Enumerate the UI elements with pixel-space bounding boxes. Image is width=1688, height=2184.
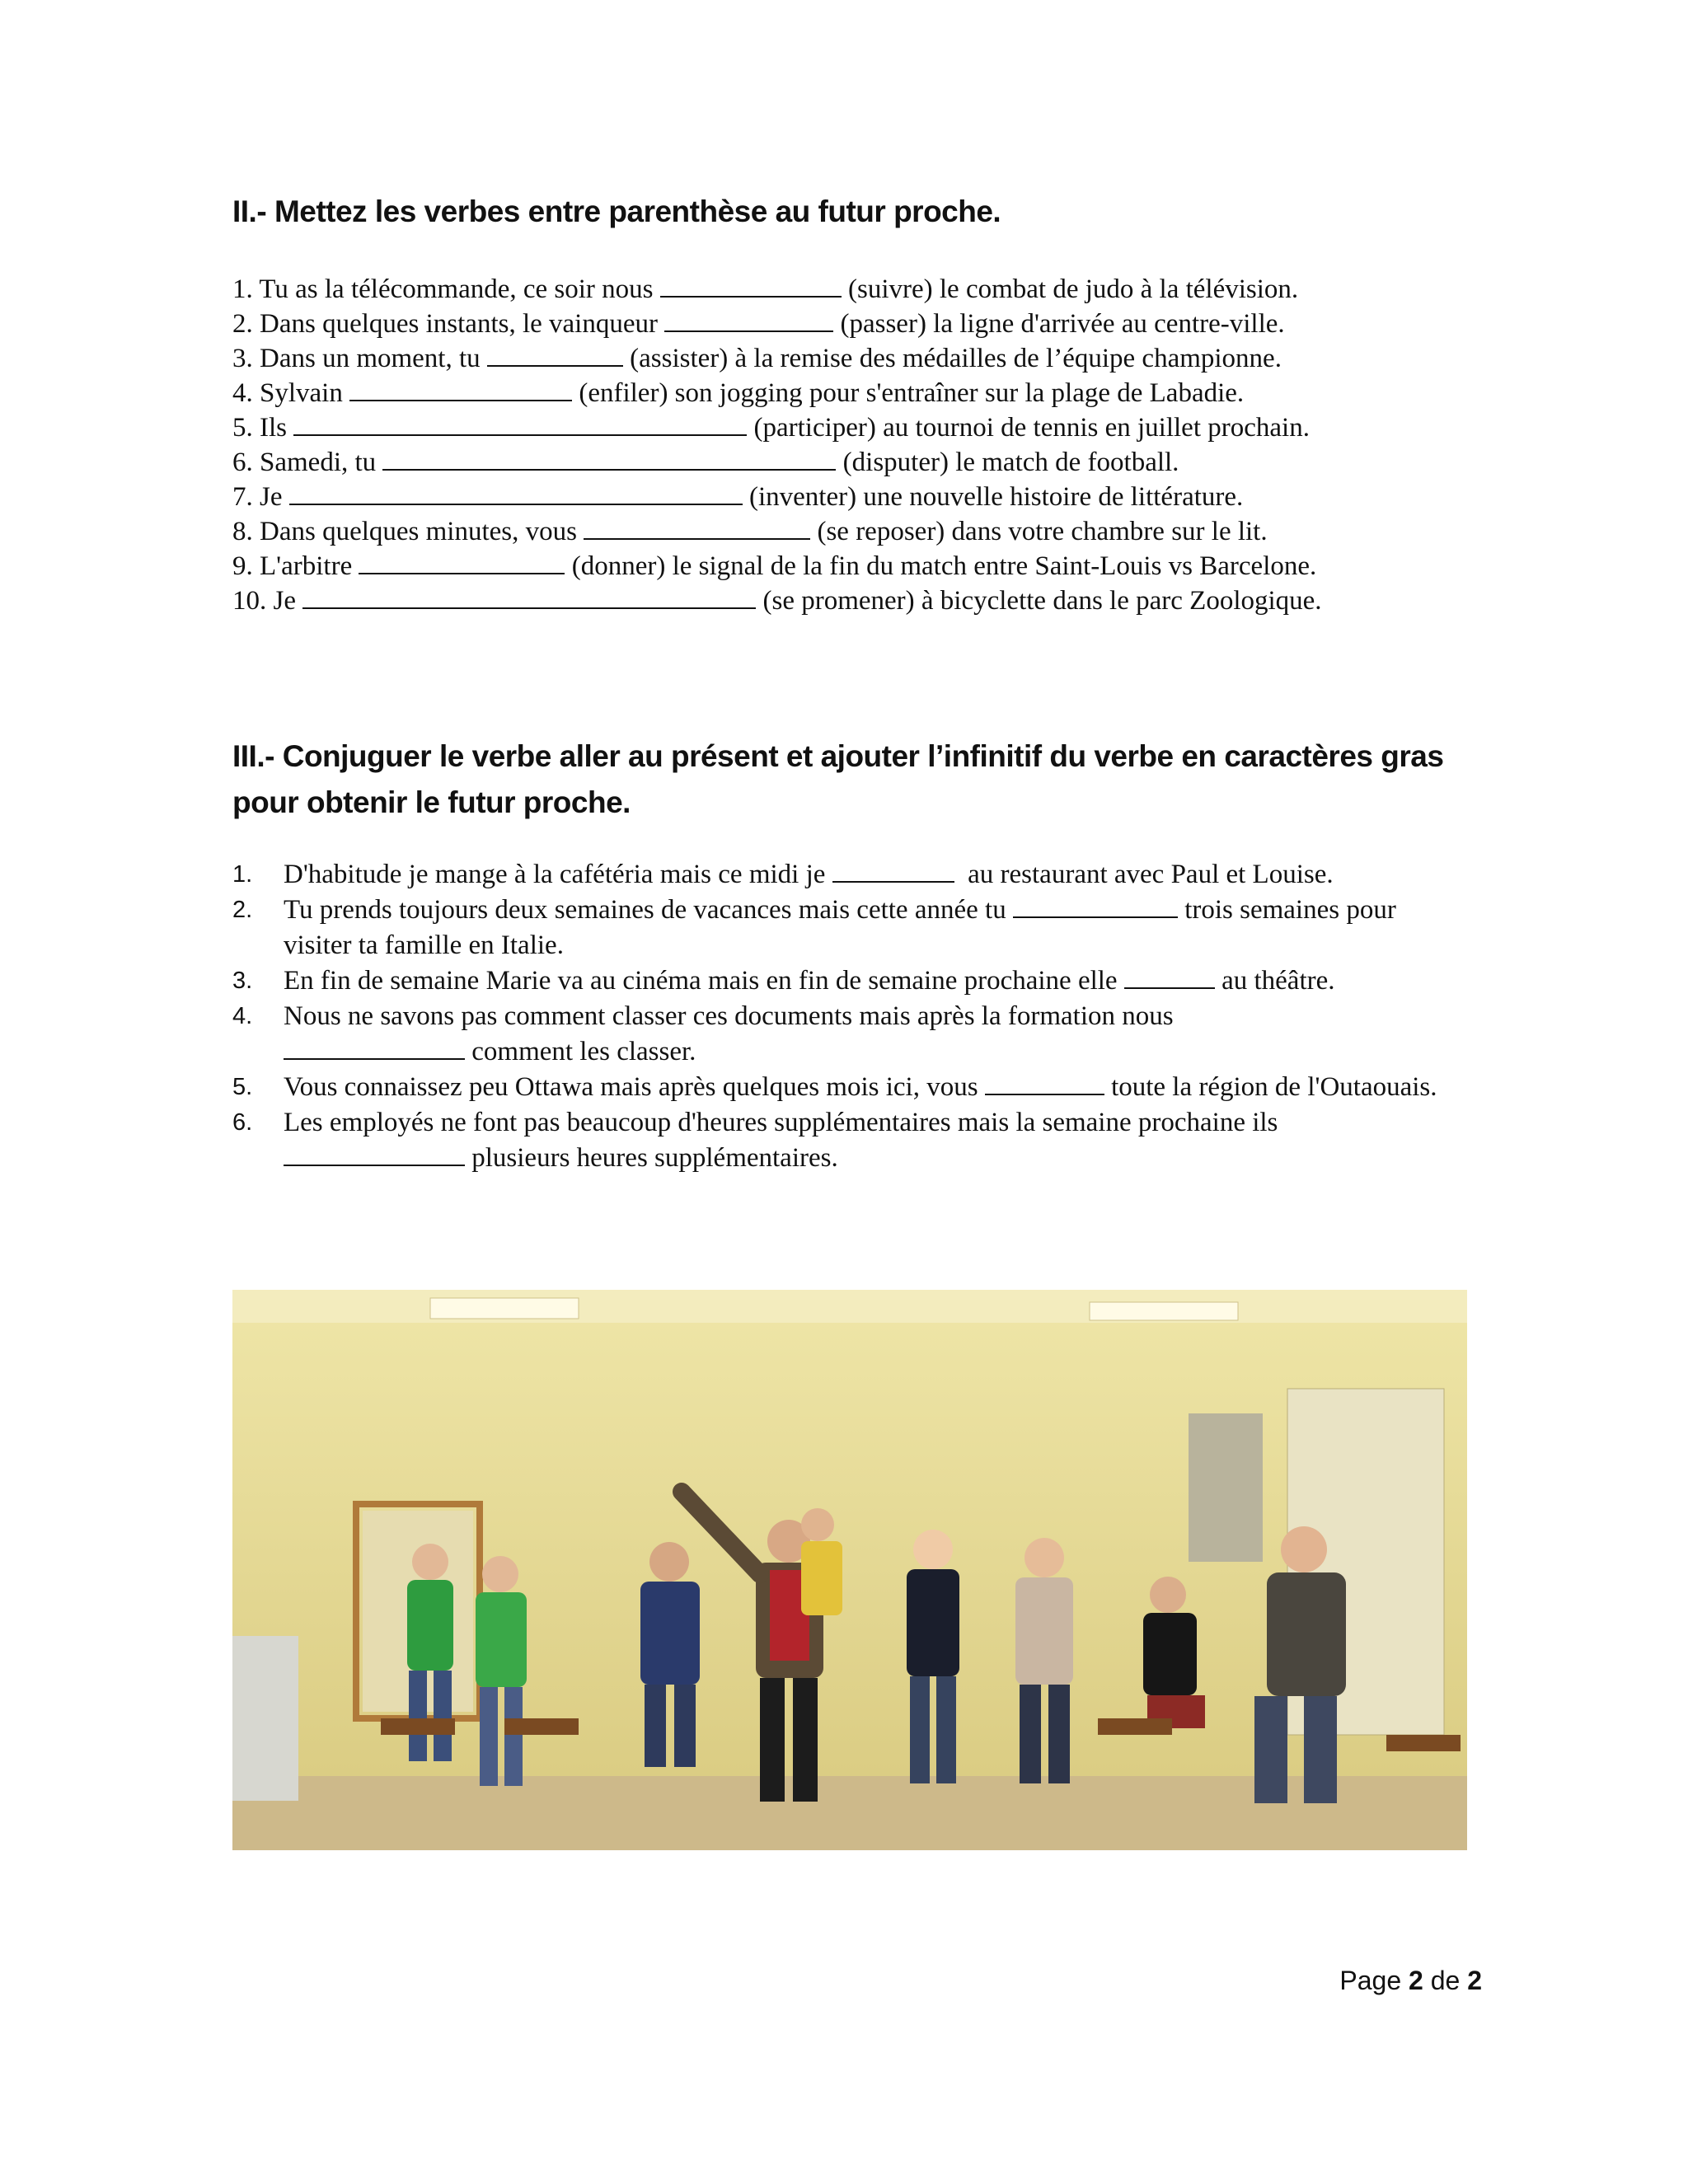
- answer-blank[interactable]: [487, 342, 623, 367]
- exercise-item: 2. Tu prends toujours deux semaines de vacances mais cette année tu trois semaines pour visiter ta famille en Italie.: [232, 895, 1396, 960]
- answer-blank[interactable]: [1124, 964, 1215, 989]
- answer-blank[interactable]: [349, 377, 572, 401]
- exercise-item: 5. Ils (participer) au tournoi de tennis en juillet prochain.: [232, 413, 1310, 443]
- answer-blank[interactable]: [584, 515, 810, 540]
- exercise-item: 2. Dans quelques instants, le vainqueur (passer) la ligne d'arrivée au centre-ville.: [232, 309, 1285, 339]
- answer-blank[interactable]: [289, 480, 743, 505]
- exercise-item: 3. Dans un moment, tu (assister) à la remise des médailles de l’équipe championne.: [232, 344, 1282, 373]
- exercise-item: 5. Vous connaissez peu Ottawa mais après quelques mois ici, vous toute la région de l'Outaouais.: [232, 1072, 1437, 1102]
- exercise-item: 4. Nous ne savons pas comment classer ces documents mais après la formation nous comment les classer.: [232, 1001, 1174, 1066]
- section-2-list: [232, 272, 1518, 618]
- group-photo-illustration: [232, 1290, 1467, 1850]
- answer-blank[interactable]: [359, 550, 565, 574]
- answer-blank[interactable]: [284, 1035, 465, 1060]
- section-3-title: III.- Conjuguer le verbe aller au présent et ajouter l’infinitif du verbe en caractères gras pour obtenir le futur proche.: [232, 739, 1444, 819]
- answer-blank[interactable]: [284, 1141, 465, 1166]
- exercise-item: 6. Les employés ne font pas beaucoup d'heures supplémentaires mais la semaine prochaine ils plusieurs heures supplémentaires.: [232, 1108, 1278, 1173]
- answer-blank[interactable]: [382, 446, 836, 471]
- answer-blank[interactable]: [664, 307, 833, 332]
- exercise-item: 1. D'habitude je mange à la cafétéria mais ce midi je au restaurant avec Paul et Louise.: [232, 860, 1334, 889]
- answer-blank[interactable]: [985, 1071, 1104, 1095]
- exercise-item: 3. En fin de semaine Marie va au cinéma mais en fin de semaine prochaine elle au théâtre.: [232, 966, 1335, 996]
- section-2-title: II.- Mettez les verbes entre parenthèse au futur proche.: [232, 194, 1001, 228]
- exercise-item: 10. Je (se promener) à bicyclette dans le parc Zoologique.: [232, 586, 1322, 616]
- answer-blank[interactable]: [293, 411, 747, 436]
- exercise-item: 1. Tu as la télécommande, ce soir nous (suivre) le combat de judo à la télévision.: [232, 274, 1299, 304]
- exercise-item: 8. Dans quelques minutes, vous (se reposer) dans votre chambre sur le lit.: [232, 517, 1268, 546]
- exercise-item: 4. Sylvain (enfiler) son jogging pour s'entraîner sur la plage de Labadie.: [232, 378, 1245, 408]
- answer-blank[interactable]: [302, 584, 756, 609]
- answer-blank[interactable]: [660, 273, 842, 298]
- page-footer: Page 2 de 2: [1339, 1966, 1482, 1995]
- exercise-item: 6. Samedi, tu (disputer) le match de football.: [232, 448, 1179, 477]
- exercise-item: 9. L'arbitre (donner) le signal de la fin du match entre Saint-Louis vs Barcelone.: [232, 551, 1317, 581]
- answer-blank[interactable]: [1013, 893, 1178, 918]
- answer-blank[interactable]: [832, 858, 954, 883]
- exercise-item: 7. Je (inventer) une nouvelle histoire de littérature.: [232, 482, 1244, 512]
- classroom-photo: [232, 1290, 1467, 1850]
- section-3-list: [232, 857, 1469, 1176]
